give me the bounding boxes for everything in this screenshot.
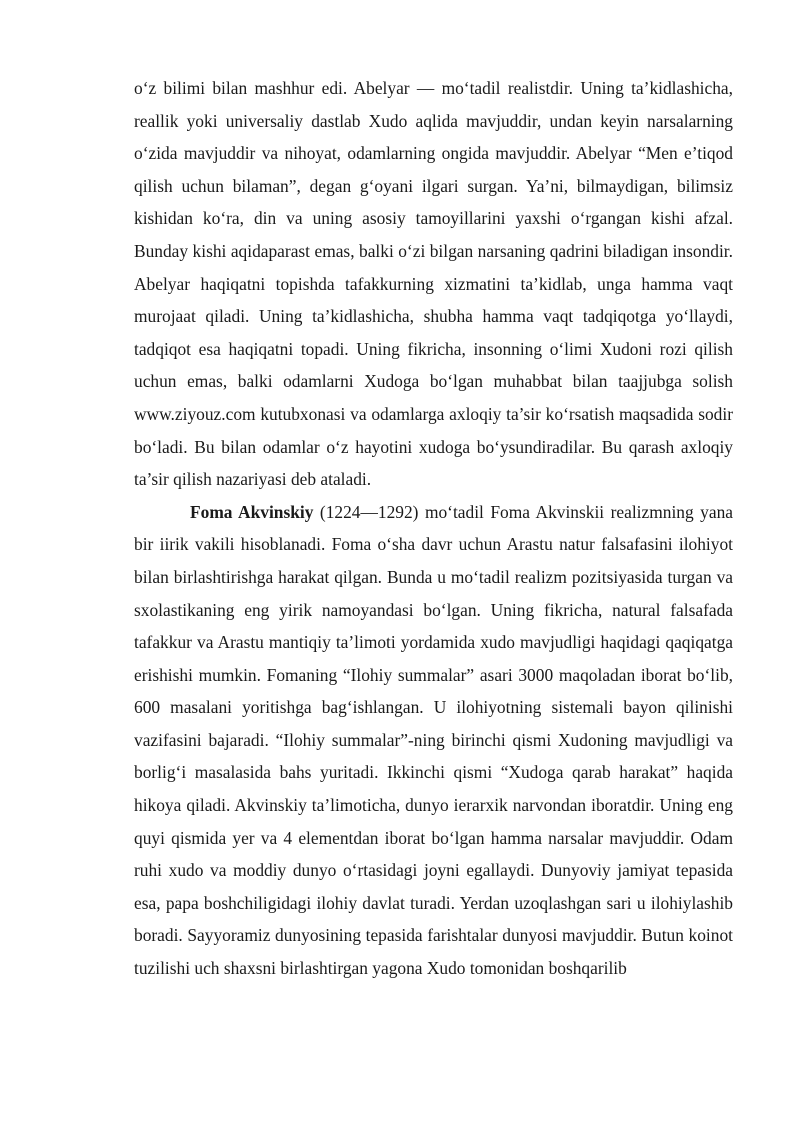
paragraph-abelyar <box>134 72 733 496</box>
document-page <box>134 72 733 985</box>
paragraph-foma-akvinskiy <box>134 496 733 985</box>
paragraph-text: (1224—1292) mo‘tadil Foma Akvinskii realizmning yana bir iirik vakili hisoblanadi. Foma o‘sha davr uchun Arastu natur falsafasini ilohiyot bilan birlashtirishga harakat qilgan. Bunda u mo‘tadil realizm pozitsiyasida turgan va sxolastikaning eng yirik namoyandasi bo‘lgan. Uning fikricha, natural falsafada tafakkur va Arastu mantiqiy ta’limoti yordamida xudo mavjudligi haqidagi qaqiqatga erishishi mumkin. Fomaning “Ilohiy summalar” asari 3000 maqoladan iborat bo‘lib, 600 masalani yoritishga bag‘ishlangan. U ilohiyotning sistemali bayon qilinishi vazifasini bajaradi. “Ilohiy summalar”-ning birinchi qismi Xudoning mavjudligi va borlig‘i masalasida bahs yuritadi. Ikkinchi qismi “Xudoga qarab harakat” haqida hikoya qiladi. Akvinskiy ta’limoticha, dunyo ierarxik narvondan iboratdir. Uning eng quyi qismida yer va 4 elementdan iborat bo‘lgan hamma narsalar mavjuddir. Odam ruhi xudo va moddiy dunyo o‘rtasidagi joyni egallaydi. Dunyoviy jamiyat tepasida esa, papa boshchiligidagi ilohiy davlat turadi. Yerdan uzoqlashgan sari u ilohiylashib boradi. Sayyoramiz dunyosining tepasida farishtalar dunyosi mavjuddir. Butun koinot tuzilishi uch shaxsni birlashtirgan yagona Xudo tomonidan boshqarilib <box>134 501 733 979</box>
paragraph-text: o‘z bilimi bilan mashhur edi. Abelyar — mo‘tadil realistdir. Uning ta’kidlashicha, reallik yoki universaliy dastlab Xudo aqlida mavjuddir, undan keyin narsalarning o‘zida mavjuddir va nihoyat, odamlarning ongida mavjuddir. Abelyar “Men e’tiqod qilish uchun bilaman”, degan g‘oyani ilgari surgan. Ya’ni, bilmaydigan, bilimsiz kishidan ko‘ra, din va uning asosiy tamoyillarini yaxshi o‘rgangan kishi afzal. Bunday kishi aqidaparast emas, balki o‘zi bilgan narsaning qadrini biladigan insondir. Abelyar haqiqatni topishda tafakkurning xizmatini ta’kidlab, unga hamma vaqt murojaat qiladi. Uning ta’kidlashicha, shubha hamma vaqt tadqiqotga yo‘llaydi, tadqiqot esa haqiqatni topadi. Uning fikricha, insonning o‘limi Xudoni rozi qilish uchun emas, balki odamlarni Xudoga bo‘lgan muhabbat bilan taajjubga solish www.ziyouz.com kutubxonasi va odamlarga axloqiy ta’sir ko‘rsatish maqsadida sodir bo‘ladi. Bu bilan odamlar o‘z hayotini xudoga bo‘ysundiradilar. Bu qarash axloqiy ta’sir qilish nazariyasi deb ataladi. <box>134 78 733 490</box>
paragraph-lead-name: Foma Akvinskiy <box>190 501 314 522</box>
